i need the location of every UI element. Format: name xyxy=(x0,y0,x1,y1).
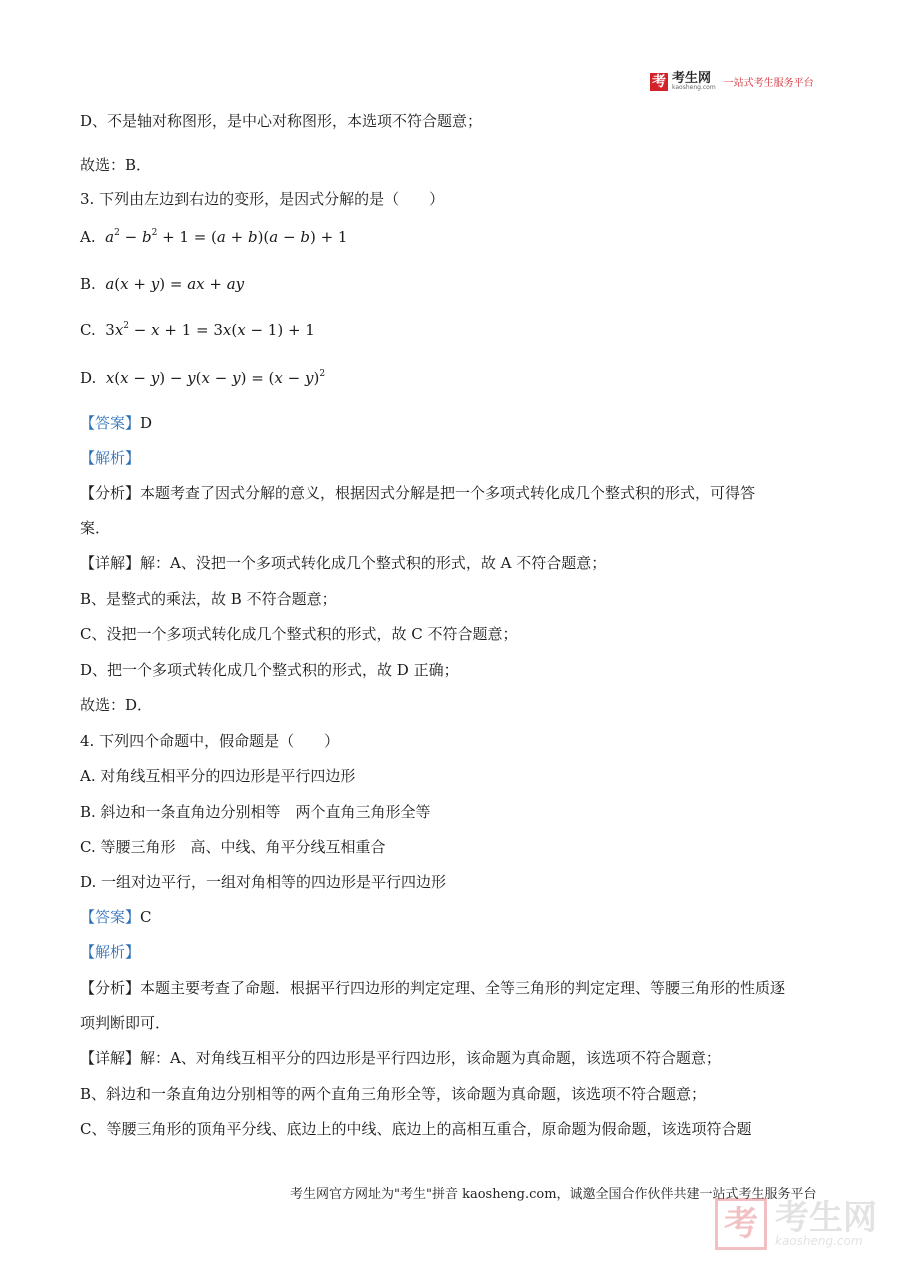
text-line: B、是整式的乘法，故 B 不符合题意； xyxy=(80,590,337,608)
q4-fenxi: 【分析】本题主要考查了命题．根据平行四边形的判定定理、全等三角形的判定定理、等腰三角形的性质逐 xyxy=(80,979,786,997)
q3-option-c: C. $3x^2 - x + 1 = 3x(x - 1) + 1$ xyxy=(80,321,315,339)
logo-url: kaosheng.com xyxy=(672,84,716,91)
logo-icon: 考 xyxy=(652,73,666,90)
page-footer: 考生网官方网址为"考生"拼音 kaosheng.com，诚邀全国合作伙伴共建一站式考生服务平台 xyxy=(290,1187,817,1202)
q4-option-a: A. 对角线互相平分的四边形是平行四边形 xyxy=(80,767,356,785)
text-line: C、等腰三角形的顶角平分线、底边上的中线、底边上的高相互重合，原命题为假命题，该选项符合题 xyxy=(80,1120,752,1138)
text-line: 项判断即可． xyxy=(80,1014,171,1032)
q4-answer: 【答案】C xyxy=(80,908,152,926)
watermark xyxy=(715,1198,877,1250)
q3-option-d: D. $x(x - y) - y(x - y) = (x - y)^2$ xyxy=(80,369,326,387)
text-line: 故选：D． xyxy=(80,696,153,714)
q3-fenxi: 【分析】本题考查了因式分解的意义，根据因式分解是把一个多项式转化成几个整式积的形式，可得答 xyxy=(80,484,756,502)
text-line: B、斜边和一条直角边分别相等的两个直角三角形全等，该命题为真命题，该选项不符合题意； xyxy=(80,1085,707,1103)
q4-analysis-tag: 【解析】 xyxy=(80,943,141,961)
watermark-name: 考生网 xyxy=(775,1198,877,1238)
q3-option-a: A. $a^2 - b^2 + 1 = (a + b)(a - b) + 1$ xyxy=(80,228,348,246)
text-line: 案． xyxy=(80,519,111,537)
text-line: 故选：B． xyxy=(80,156,152,174)
q4-option-b: B. 斜边和一条直角边分别相等 两个直角三角形全等 xyxy=(80,803,431,821)
answer-tag: 【答案】 xyxy=(80,908,141,926)
q3-answer: 【答案】D xyxy=(80,414,153,432)
watermark-url: kaosheng.com xyxy=(775,1234,863,1248)
q4-option-d: D. 一组对边平行，一组对角相等的四边形是平行四边形 xyxy=(80,873,447,891)
q3-xiangjie: 【详解】解：A、没把一个多项式转化成几个整式积的形式，故 A 不符合题意； xyxy=(80,554,607,572)
question-4: 4. 下列四个命题中，假命题是（ ） xyxy=(80,732,340,750)
answer-tag: 【答案】 xyxy=(80,414,141,432)
q3-option-b: B. a(x + y) = ax + ay xyxy=(80,275,245,293)
q3-analysis-tag: 【解析】 xyxy=(80,449,141,467)
watermark-icon: 考 xyxy=(715,1198,767,1250)
text-line: D、不是轴对称图形，是中心对称图形，本选项不符合题意； xyxy=(80,112,483,130)
q4-xiangjie: 【详解】解：A、对角线互相平分的四边形是平行四边形，该命题为真命题，该选项不符合题意； xyxy=(80,1049,721,1067)
text-line: C、没把一个多项式转化成几个整式积的形式，故 C 不符合题意； xyxy=(80,625,518,643)
question-3: 3. 下列由左边到右边的变形，是因式分解的是（ ） xyxy=(80,190,445,208)
site-logo xyxy=(650,72,814,91)
text-line: D、把一个多项式转化成几个整式积的形式，故 D 正确； xyxy=(80,661,459,679)
logo-slogan: 一站式考生服务平台 xyxy=(723,78,814,89)
logo-name: 考生网 xyxy=(672,71,712,86)
q4-option-c: C. 等腰三角形 高、中线、角平分线互相重合 xyxy=(80,838,386,856)
